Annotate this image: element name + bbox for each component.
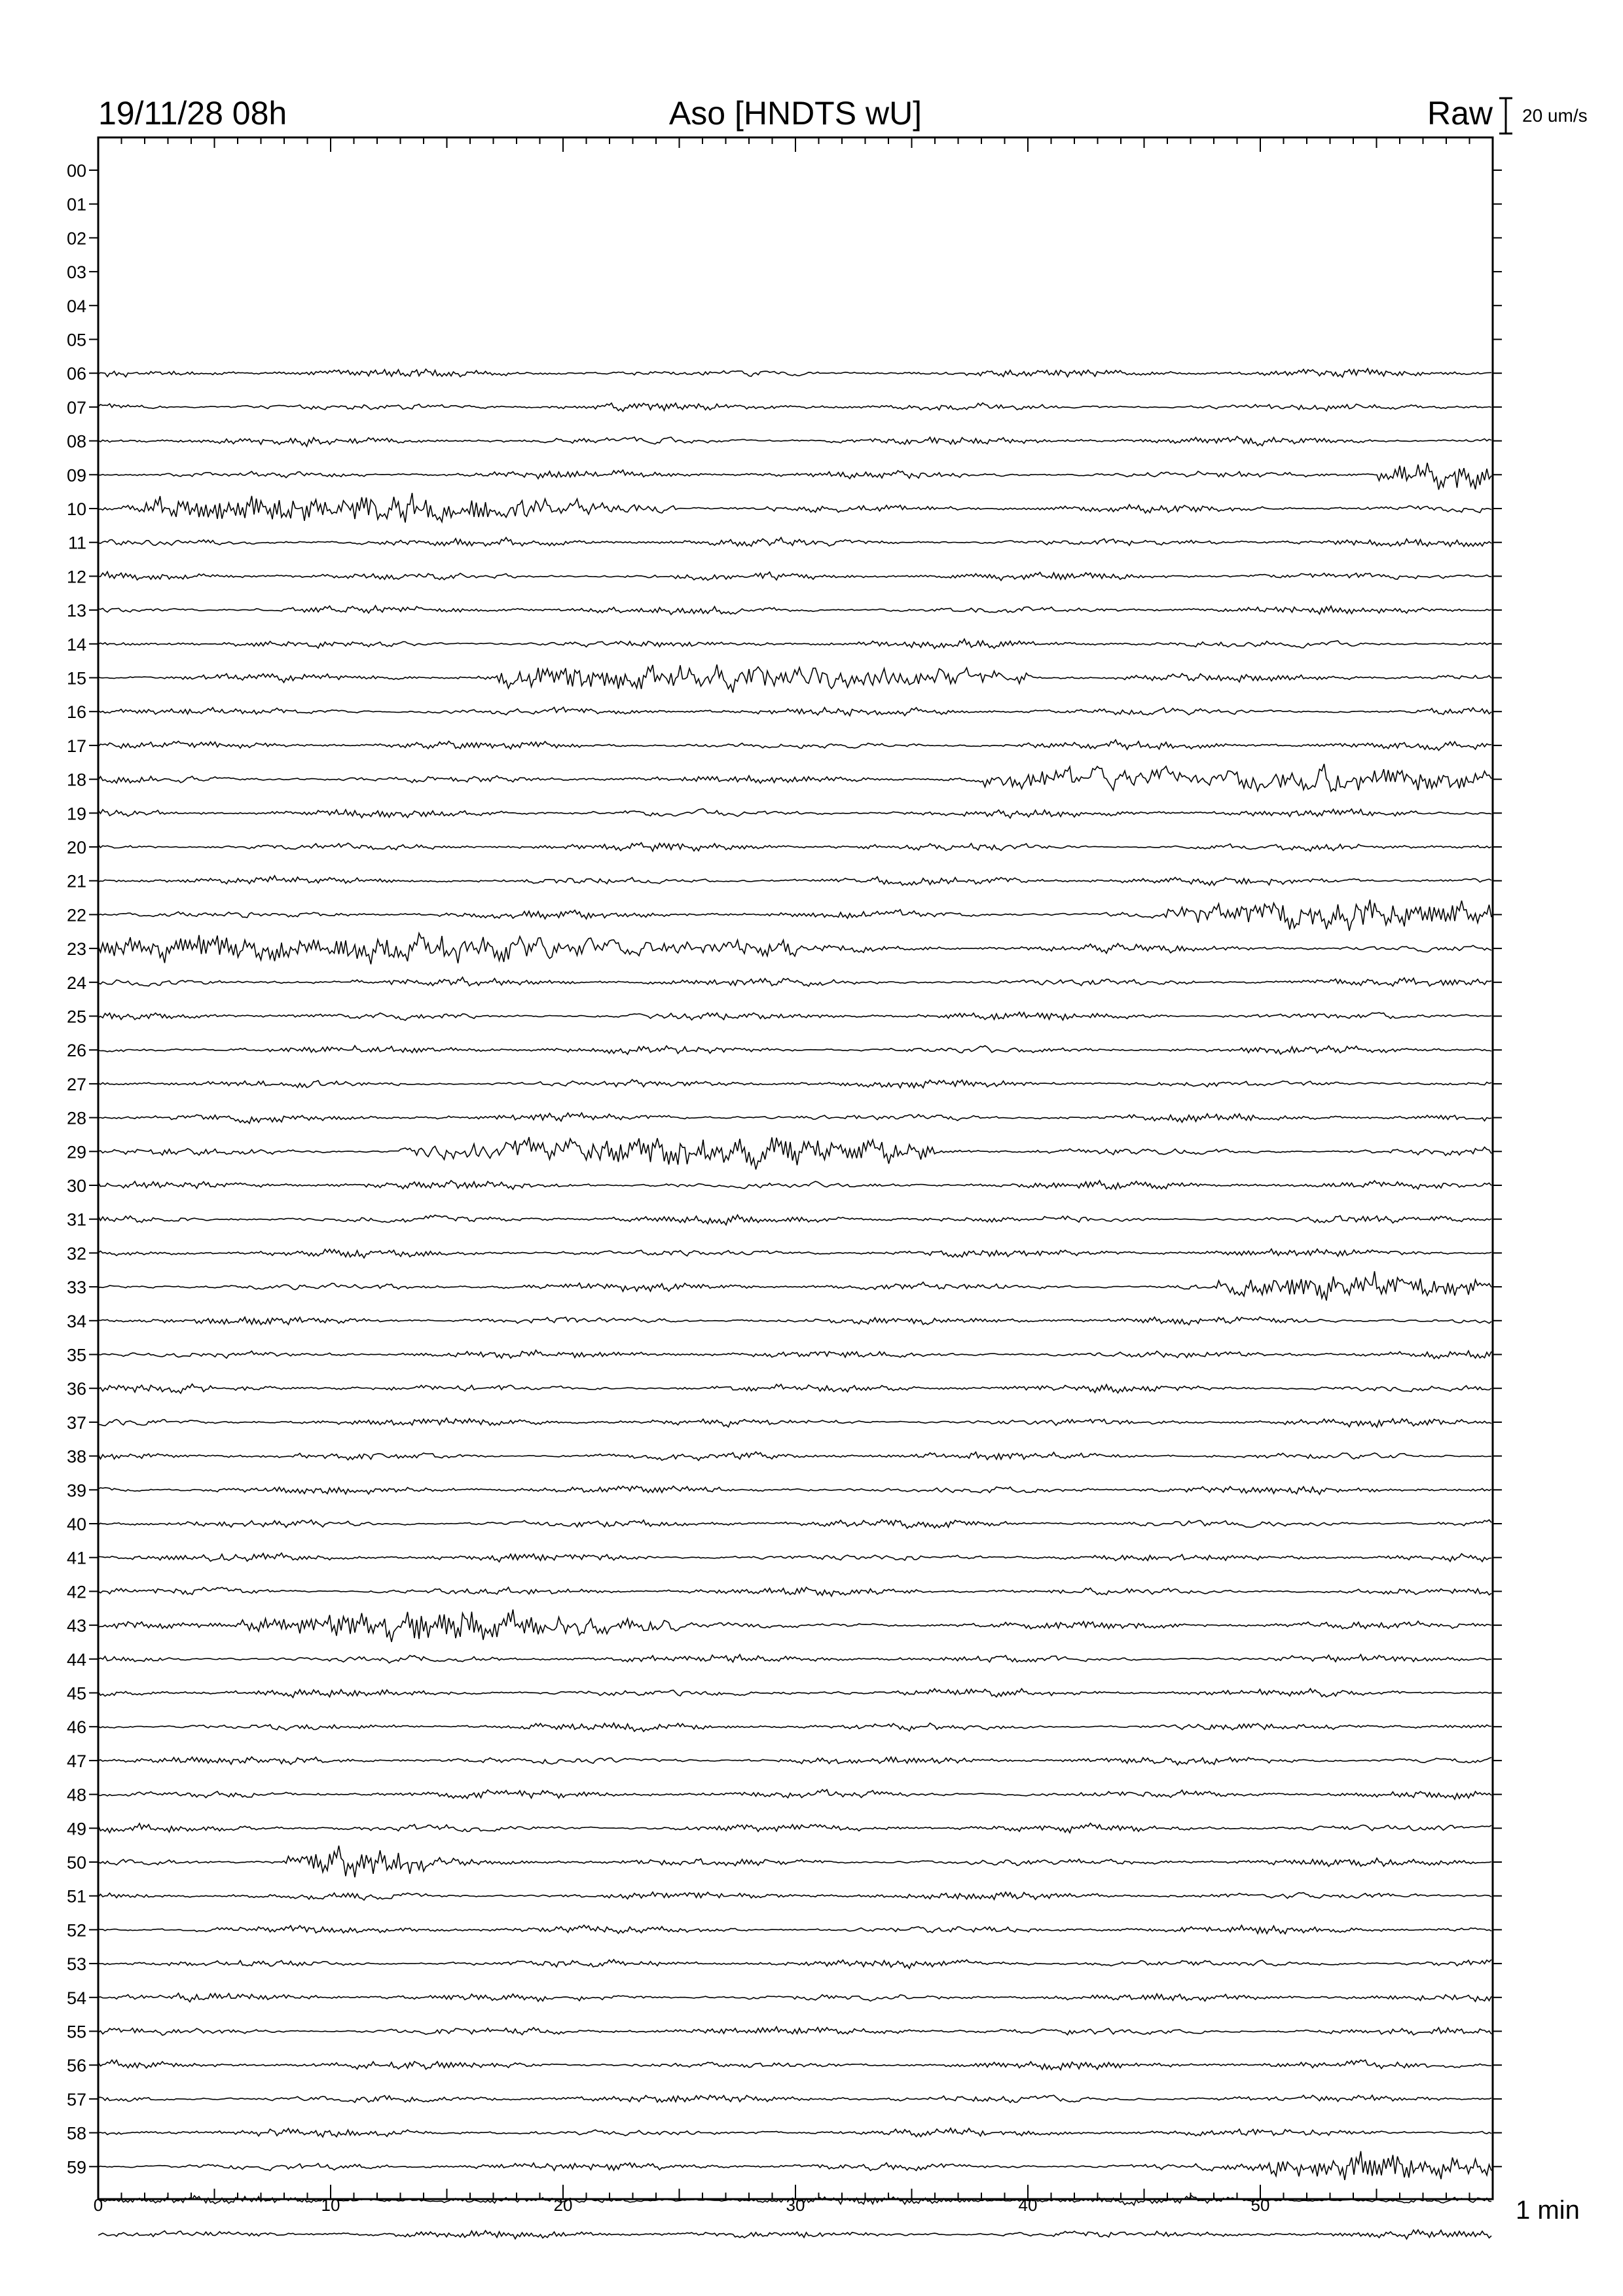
trace-46 (98, 1723, 1491, 1732)
row-label: 22 (66, 905, 86, 925)
row-label: 10 (66, 499, 86, 519)
trace-40 (98, 1520, 1491, 1528)
row-label: 41 (66, 1548, 86, 1568)
trace-33 (98, 1271, 1491, 1300)
row-label: 00 (66, 161, 86, 181)
row-label: 08 (66, 431, 86, 452)
row-label: 51 (66, 1886, 86, 1907)
row-label: 48 (66, 1785, 86, 1805)
row-label: 44 (66, 1649, 86, 1670)
trace-20 (98, 843, 1491, 852)
trace-07 (98, 403, 1491, 412)
trace-45 (98, 1689, 1491, 1698)
row-label: 20 (66, 838, 86, 857)
trace-59 (98, 2151, 1491, 2180)
row-label: 15 (66, 668, 86, 689)
row-label: 06 (66, 364, 86, 384)
x-tick-label: 40 (1018, 2195, 1038, 2215)
row-label: 18 (66, 770, 86, 790)
trace-34 (98, 1317, 1491, 1325)
seismic-traces (98, 368, 1491, 2239)
row-label: 09 (66, 465, 86, 486)
row-label: 13 (66, 601, 86, 621)
trace-55 (98, 2027, 1491, 2036)
trace-21 (98, 876, 1491, 886)
row-label: 36 (66, 1379, 86, 1399)
trace-49 (98, 1823, 1491, 1833)
row-label: 05 (66, 330, 86, 350)
trace-18 (98, 764, 1491, 791)
trace-22 (98, 900, 1491, 931)
row-label: 29 (66, 1142, 86, 1162)
trace-14 (98, 639, 1491, 649)
row-label: 57 (66, 2089, 86, 2109)
row-label: 45 (66, 1683, 86, 1704)
trace-29 (98, 1137, 1491, 1170)
trace-10 (98, 493, 1491, 522)
trace-53 (98, 1960, 1491, 1969)
row-label: 53 (66, 1954, 86, 1975)
trace-48 (98, 1789, 1491, 1799)
plot-frame (98, 137, 1493, 2199)
trace-27 (98, 1079, 1491, 1088)
trace-44 (98, 1655, 1491, 1663)
amplitude-scale-bar (1499, 98, 1512, 134)
trace-58 (98, 2128, 1491, 2137)
trace-08 (98, 437, 1491, 446)
trace-28 (98, 1113, 1491, 1123)
row-label: 42 (66, 1582, 86, 1602)
row-label: 23 (66, 939, 86, 960)
trace-12 (98, 572, 1491, 581)
row-label: 07 (66, 397, 86, 418)
row-label: 31 (66, 1210, 86, 1230)
trace-overflow (98, 2230, 1491, 2239)
trace-09 (98, 463, 1491, 490)
trace-41 (98, 1553, 1491, 1562)
row-label: 47 (66, 1751, 86, 1771)
row-label: 56 (66, 2056, 86, 2076)
trace-50 (98, 1846, 1491, 1877)
amplitude-scale-label: 20 um/s (1522, 105, 1588, 126)
trace-56 (98, 2060, 1491, 2070)
x-tick-label: 50 (1250, 2195, 1270, 2215)
row-label: 21 (66, 871, 86, 891)
row-label: 32 (66, 1244, 86, 1264)
row-label: 19 (66, 804, 86, 824)
trace-30 (98, 1181, 1491, 1189)
trace-38 (98, 1452, 1491, 1460)
x-tick-label: 20 (553, 2195, 573, 2215)
row-label: 46 (66, 1717, 86, 1738)
row-label: 33 (66, 1278, 86, 1298)
row-label: 01 (66, 194, 86, 215)
row-label: 39 (66, 1480, 86, 1501)
trace-24 (98, 977, 1491, 986)
datetime-label: 19/11/28 08h (98, 95, 287, 132)
trace-36 (98, 1384, 1491, 1393)
row-label: 37 (66, 1412, 86, 1433)
trace-52 (98, 1925, 1491, 1933)
trace-47 (98, 1757, 1491, 1765)
x-tick-label: 10 (321, 2195, 340, 2215)
row-label: 27 (66, 1074, 86, 1094)
row-label: 25 (66, 1007, 86, 1027)
trace-37 (98, 1418, 1491, 1427)
x-tick-label: 30 (786, 2195, 805, 2215)
trace-17 (98, 740, 1491, 750)
row-label: 11 (67, 533, 86, 553)
trace-54 (98, 1993, 1491, 2001)
trace-25 (98, 1012, 1491, 1020)
trace-15 (98, 664, 1491, 692)
row-label: 49 (66, 1819, 86, 1839)
trace-57 (98, 2095, 1491, 2102)
row-label: 43 (66, 1616, 86, 1636)
row-label: 02 (66, 228, 86, 249)
trace-06 (98, 368, 1491, 377)
row-label: 58 (66, 2123, 86, 2144)
trace-23 (98, 933, 1491, 965)
row-labels (67, 161, 1502, 2177)
row-label: 26 (66, 1041, 86, 1061)
mode-label: Raw (1427, 95, 1493, 132)
row-label: 24 (66, 973, 86, 993)
x-tick-label: 0 (93, 2195, 103, 2215)
row-label: 30 (66, 1176, 86, 1196)
row-label: 40 (66, 1515, 86, 1534)
trace-31 (98, 1215, 1491, 1225)
trace-13 (98, 605, 1491, 615)
trace-32 (98, 1249, 1491, 1258)
row-label: 14 (66, 634, 86, 655)
trace-26 (98, 1046, 1491, 1054)
trace-51 (98, 1892, 1491, 1900)
row-label: 03 (66, 262, 86, 283)
tick-marks (98, 137, 1493, 2199)
row-label: 34 (66, 1311, 86, 1331)
row-label: 59 (66, 2157, 86, 2178)
row-label: 35 (66, 1345, 86, 1365)
row-label: 54 (66, 1988, 86, 2008)
row-label: 55 (66, 2022, 86, 2042)
row-label: 38 (66, 1446, 86, 1467)
row-label: 28 (66, 1108, 86, 1128)
row-label: 52 (66, 1920, 86, 1941)
trace-19 (98, 809, 1491, 819)
trace-42 (98, 1587, 1491, 1596)
x-unit-label: 1 min (1516, 2196, 1580, 2225)
trace-16 (98, 707, 1491, 715)
row-label: 04 (66, 296, 86, 316)
row-label: 12 (66, 567, 86, 587)
trace-35 (98, 1350, 1491, 1359)
trace-39 (98, 1486, 1491, 1495)
trace-43 (98, 1609, 1491, 1642)
trace-11 (98, 537, 1491, 547)
row-label: 16 (66, 702, 86, 723)
row-label: 50 (66, 1853, 86, 1873)
station-title: Aso [HNDTS wU] (668, 95, 922, 132)
row-label: 17 (66, 736, 86, 756)
